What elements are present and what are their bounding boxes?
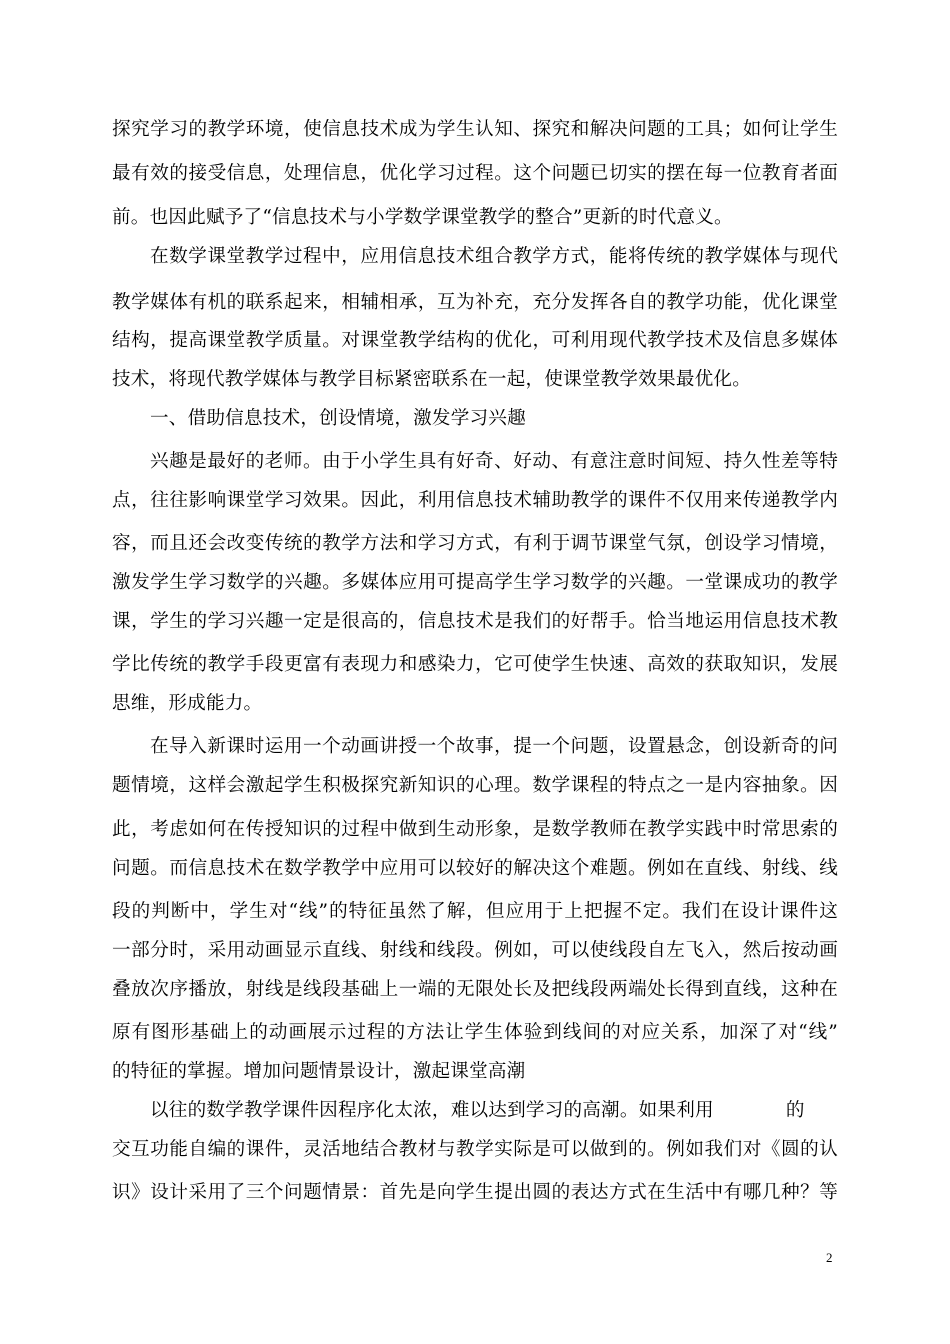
- paragraph-line: 识》设计采用了三个问题情景：首先是向学生提出圆的表达方式在生活中有哪几种？等: [112, 1182, 838, 1203]
- paragraph-line: [150, 1094, 838, 1128]
- paragraph-line: 问题。而信息技术在数学教学中应用可以较好的解决这个难题。例如在直线、射线、线: [112, 858, 838, 879]
- section-heading: 一、借助信息技术，创设情境，激发学习兴趣: [150, 408, 526, 429]
- paragraph-line: 前。也因此赋予了“信息技术与小学数学课堂教学的整合”更新的时代意义。: [112, 207, 733, 228]
- paragraph-line: 叠放次序播放，射线是线段基础上一端的无限处长及把线段两端处长得到直线，这种在: [112, 979, 838, 1000]
- paragraph-line: 题情境，这样会激起学生积极探究新知识的心理。数学课程的特点之一是内容抽象。因: [112, 775, 838, 796]
- paragraph-line: 探究学习的教学环境，使信息技术成为学生认知、探究和解决问题的工具；如何让学生: [112, 119, 838, 140]
- paragraph-line: 一部分时，采用动画显示直线、射线和线段。例如，可以使线段自左飞入，然后按动画: [112, 940, 838, 961]
- paragraph-line: 在数学课堂教学过程中，应用信息技术组合教学方式，能将传统的教学媒体与现代: [150, 246, 838, 267]
- paragraph-line: 思维，形成能力。: [112, 693, 263, 714]
- line-text-part: 以往的数学教学课件因程序化太浓，难以达到学习的高潮。如果利用: [150, 1100, 714, 1121]
- paragraph-line: 兴趣是最好的老师。由于小学生具有好奇、好动、有意注意时间短、持久性差等特: [150, 451, 838, 472]
- paragraph-line: 段的判断中，学生对“线”的特征虽然了解，但应用于上把握不定。我们在设计课件这: [112, 901, 838, 922]
- paragraph-line: 交互功能自编的课件，灵活地结合教材与教学实际是可以做到的。例如我们对《圆的认: [112, 1139, 838, 1160]
- paragraph-line: 课，学生的学习兴趣一定是很高的，信息技术是我们的好帮手。恰当地运用信息技术教: [112, 611, 838, 632]
- line-text-part: 的: [785, 1100, 805, 1121]
- paragraph-line: 教学媒体有机的联系起来，相辅相承，互为补充，充分发挥各自的教学功能，优化课堂: [112, 292, 838, 313]
- paragraph-line: 学比传统的教学手段更富有表现力和感染力，它可使学生快速、高效的获取知识，发展: [112, 654, 838, 675]
- paragraph-line: 原有图形基础上的动画展示过程的方法让学生体验到线间的对应关系，加深了对“线”: [112, 1022, 838, 1043]
- paragraph-line: 激发学生学习数学的兴趣。多媒体应用可提高学生学习数学的兴趣。一堂课成功的教学: [112, 572, 838, 593]
- paragraph-line: 的特征的掌握。增加问题情景设计，激起课堂高潮: [112, 1061, 526, 1082]
- paragraph-line: 在导入新课时运用一个动画讲授一个故事，提一个问题，设置悬念，创设新奇的问: [150, 736, 838, 757]
- paragraph-line: 此，考虑如何在传授知识的过程中做到生动形象，是数学教师在教学实践中时常思索的: [112, 819, 838, 840]
- page-number: 2: [826, 1250, 833, 1265]
- paragraph-line: 点，往往影响课堂学习效果。因此，利用信息技术辅助教学的课件不仅用来传递教学内: [112, 490, 838, 511]
- paragraph-line: 最有效的接受信息，处理信息，优化学习过程。这个问题已切实的摆在每一位教育者面: [112, 163, 838, 184]
- paragraph-line: 技术，将现代教学媒体与教学目标紧密联系在一起，使课堂教学效果最优化。: [112, 369, 751, 390]
- paragraph-line: 容，而且还会改变传统的教学方法和学习方式，有利于调节课堂气氛，创设学习情境，: [112, 533, 838, 554]
- paragraph-line: 结构，提高课堂教学质量。对课堂教学结构的优化，可利用现代教学技术及信息多媒体: [112, 330, 838, 351]
